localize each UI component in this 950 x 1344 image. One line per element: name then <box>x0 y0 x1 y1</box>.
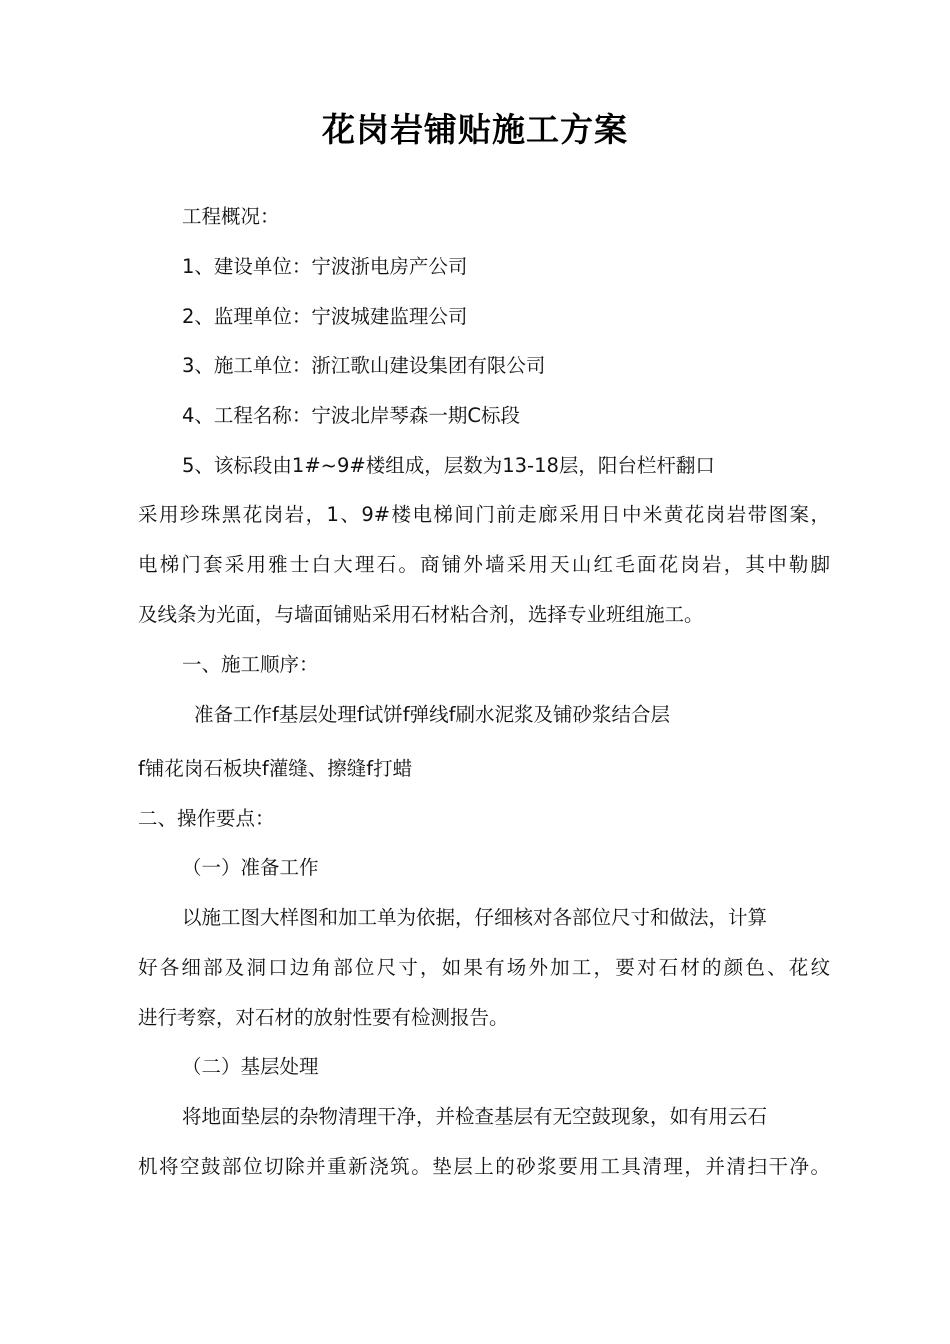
body-text-line: 将地面垫层的杂物清理干净，并检查基层有无空鼓现象，如有用云石 <box>182 1105 768 1128</box>
body-text-line: 以施工图大样图和加工单为依据，仔细核对各部位尺寸和做法，计算 <box>182 906 768 929</box>
construction-sequence-heading: 一、施工顺序： <box>182 653 319 676</box>
supervision-unit-line: 2、监理单位：宁波城建监理公司 <box>182 305 468 328</box>
section-description-line: 5、该标段由1#~9#楼组成，层数为13-18层，阳台栏杆翻口 <box>182 454 715 477</box>
body-text-line: 机将空鼓部位切除并重新浇筑。垫层上的砂浆要用工具清理，并清扫干净。 <box>138 1155 830 1178</box>
builder-unit-line: 3、施工单位：浙江歌山建设集团有限公司 <box>182 354 546 377</box>
preparation-subheading: （一）准备工作 <box>182 856 319 879</box>
sequence-text-line: 准备工作f基层处理f试饼f弹线f刷水泥浆及铺砂浆结合层 <box>194 703 670 726</box>
body-text-line: 进行考察，对石材的放射性要有检测报告。 <box>138 1006 509 1029</box>
project-overview-heading: 工程概况： <box>182 205 280 228</box>
sequence-text-line: f铺花岗石板块f灌缝、擦缝f打蜡 <box>138 757 413 780</box>
operation-points-heading: 二、操作要点： <box>138 807 275 830</box>
body-text-line: 好各细部及洞口边角部位尺寸，如果有场外加工，要对石材的颜色、花纹 <box>138 956 830 979</box>
body-text-line: 采用珍珠黑花岗岩，1、9#楼电梯间门前走廊采用日中米黄花岗岩带图案， <box>138 503 830 526</box>
base-treatment-subheading: （二）基层处理 <box>182 1055 319 1078</box>
construction-unit-line: 1、建设单位：宁波浙电房产公司 <box>182 255 468 278</box>
project-name-line: 4、工程名称：宁波北岸琴森一期C标段 <box>182 404 521 427</box>
document-title: 花岗岩铺贴施工方案 <box>322 110 628 149</box>
body-text-line: 电梯门套采用雅士白大理石。商铺外墙采用天山红毛面花岗岩，其中勒脚 <box>138 553 830 576</box>
body-text-line: 及线条为光面，与墙面铺贴采用石材粘合剂，选择专业班组施工。 <box>138 603 704 626</box>
